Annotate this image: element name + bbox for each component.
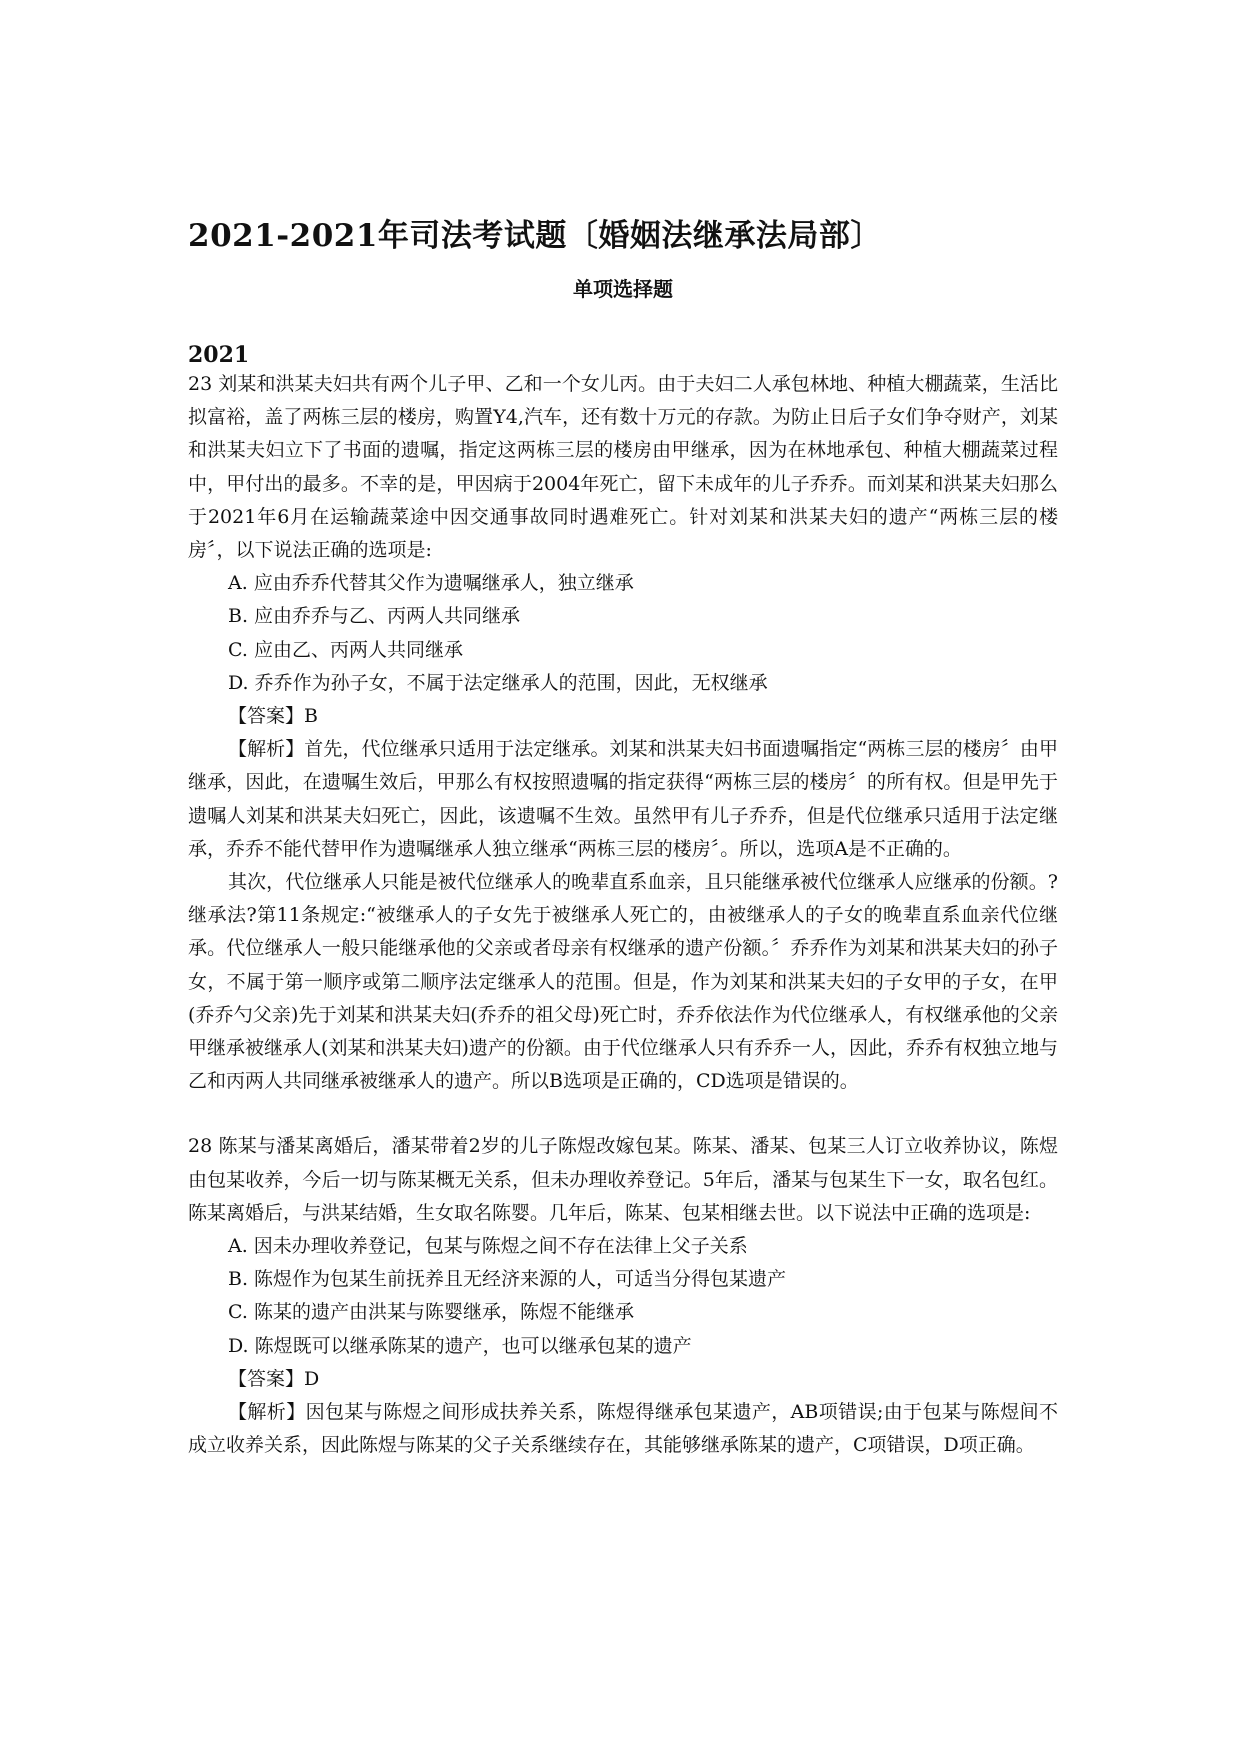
document-title: 2021-2021年司法考试题〔婚姻法继承法局部〕 bbox=[188, 218, 882, 254]
answer: 【答案】B bbox=[228, 705, 318, 728]
option-b: B. 应由乔乔与乙、丙两人共同继承 bbox=[228, 605, 521, 628]
section-heading: 单项选择题 bbox=[573, 277, 673, 301]
option-d: D. 乔乔作为孙子女，不属于法定继承人的范围，因此，无权继承 bbox=[228, 671, 768, 694]
analysis-paragraph: 其次，代位继承人只能是被代位继承人的晚辈直系血亲，且只能继承被代位继承人应继承的份额。?继承法?第11条规定:“被继承人的子女先于被继承人死亡的，由被继承人的子女的晚辈直系血亲代位继承。代位继承人一般只能继承他的父亲或者母亲有权继承的遗产份额。〞乔乔作为刘某和洪某夫妇的孙子女，不属于第一顺序或第二顺序法定继承人的范围。但是，作为刘某和洪某夫妇的子女甲的子女，在甲(乔乔勺父亲)先于刘某和洪某夫妇(乔乔的祖父母)死亡时，乔乔依法作为代位继承人，有权继承他的父亲甲继承被继承人(刘某和洪某夫妇)遗产的份额。由于代位继承人只有乔乔一人，因此，乔乔有权独立地与乙和丙两人共同继承被继承人的遗产。所以B选项是正确的，CD选项是错误的。 bbox=[188, 871, 1058, 1093]
question-stem: 23 刘某和洪某夫妇共有两个儿子甲、乙和一个女儿丙。由于夫妇二人承包林地、种植大棚蔬菜，生活比拟富裕，盖了两栋三层的楼房，购置Y4,汽车，还有数十万元的存款。为防止日后子女们争夺财产，刘某和洪某夫妇立下了书面的遗嘱，指定这两栋三层的楼房由甲继承，因为在林地承包、种植大棚蔬菜过程中，甲付出的最多。不幸的是，甲因病于2004年死亡，留下未成年的儿子乔乔。而刘某和洪某夫妇那么于2021年6月在运输蔬菜途中因交通事故同时遇难死亡。针对刘某和洪某夫妇的遗产“两栋三层的楼房〞，以下说法正确的选项是: bbox=[188, 373, 1058, 562]
option-c: C. 陈某的遗产由洪某与陈婴继承，陈煜不能继承 bbox=[228, 1301, 634, 1324]
document-page bbox=[188, 210, 1058, 1463]
analysis-paragraph: 【解析】因包某与陈煜之间形成扶养关系，陈煜得继承包某遗产，AB项错误;由于包某与陈煜间不成立收养关系，因此陈煜与陈某的父子关系继续存在，其能够继承陈某的遗产，C项错误，D项正确。 bbox=[188, 1401, 1058, 1457]
option-a: A. 应由乔乔代替其父作为遗嘱继承人，独立继承 bbox=[228, 572, 634, 595]
question-28 bbox=[188, 1130, 1058, 1462]
option-c: C. 应由乙、丙两人共同继承 bbox=[228, 638, 463, 661]
answer: 【答案】D bbox=[228, 1367, 320, 1390]
year-heading: 2021 bbox=[188, 342, 250, 368]
question-23 bbox=[188, 368, 1058, 1098]
option-b: B. 陈煜作为包某生前抚养且无经济来源的人，可适当分得包某遗产 bbox=[228, 1268, 787, 1291]
option-d: D. 陈煜既可以继承陈某的遗产，也可以继承包某的遗产 bbox=[228, 1334, 692, 1357]
question-stem: 28 陈某与潘某离婚后，潘某带着2岁的儿子陈煜改嫁包某。陈某、潘某、包某三人订立收养协议，陈煜由包某收养，今后一切与陈某概无关系，但未办理收养登记。5年后，潘某与包某生下一女，取名包红。陈某离婚后，与洪某结婚，生女取名陈婴。几年后，陈某、包某相继去世。以下说法中正确的选项是: bbox=[188, 1135, 1058, 1224]
analysis-paragraph: 【解析】首先，代位继承只适用于法定继承。刘某和洪某夫妇书面遗嘱指定“两栋三层的楼房〞由甲继承，因此，在遗嘱生效后，甲那么有权按照遗嘱的指定获得“两栋三层的楼房〞的所有权。但是甲先于遗嘱人刘某和洪某夫妇死亡，因此，该遗嘱不生效。虽然甲有儿子乔乔，但是代位继承只适用于法定继承，乔乔不能代替甲作为遗嘱继承人独立继承“两栋三层的楼房〞。所以，选项A是不正确的。 bbox=[188, 738, 1058, 860]
option-a: A. 因未办理收养登记，包某与陈煜之间不存在法律上父子关系 bbox=[228, 1235, 748, 1258]
spacer bbox=[188, 1098, 1058, 1130]
